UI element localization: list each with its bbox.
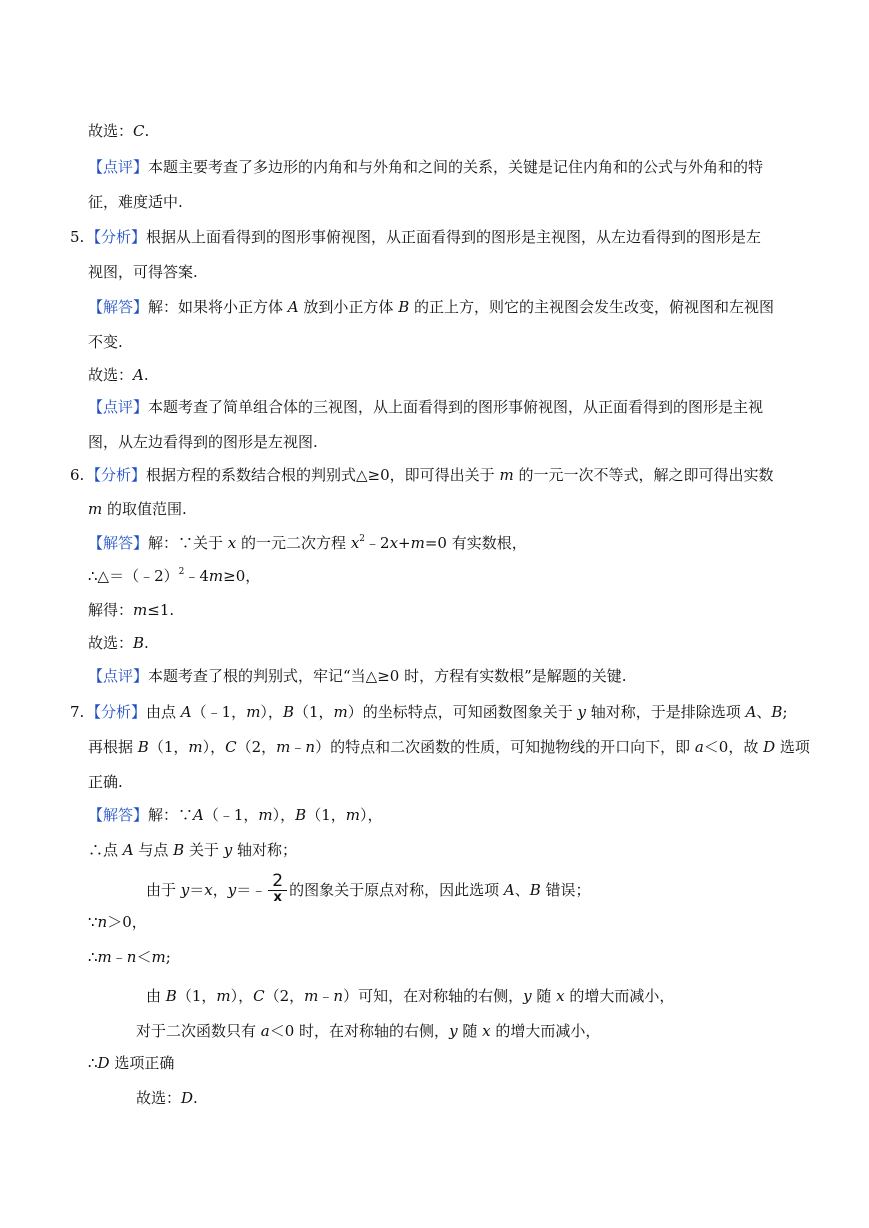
math-variable: D [763, 738, 776, 756]
math-variable: m [88, 500, 103, 518]
text-line [88, 912, 147, 932]
text-line [88, 499, 187, 519]
question-number: 6. [70, 466, 85, 484]
text-run: 的一元二次方程 [236, 534, 351, 552]
math-variable: C [225, 738, 237, 756]
math-variable: x [350, 534, 360, 552]
section-tag: 【点评】 [88, 667, 149, 685]
text-line [70, 227, 761, 247]
text-line [88, 397, 763, 417]
text-run: 解：∵关于 [148, 534, 228, 552]
math-variable: D [97, 1054, 110, 1072]
math-variable: y [577, 703, 587, 721]
math-variable: y [449, 1022, 458, 1040]
text-line [136, 1088, 198, 1108]
text-run: ）， [260, 703, 283, 721]
text-run: 本题考查了简单组合体的三视图，从上面看得到的图形事俯视图，从正面看得到的图形是主视 [148, 398, 764, 416]
text-run: （1， [293, 703, 334, 721]
text-run: 由于 [146, 881, 181, 899]
text-run: 故选： [136, 1089, 182, 1107]
text-line [88, 666, 627, 686]
text-line [70, 465, 773, 485]
math-variable: m [97, 948, 112, 966]
text-run: 的增大而减小， [490, 1022, 601, 1040]
text-run: 由点 [146, 703, 181, 721]
text-run: （1， [176, 987, 217, 1005]
text-run: 不变. [88, 333, 123, 351]
text-run: （﹣1， [191, 703, 247, 721]
math-variable: C [133, 122, 145, 140]
text-run: ， [212, 881, 228, 899]
text-run: ﹣ [318, 987, 334, 1005]
text-run: ＜0，故 [703, 738, 764, 756]
math-variable: m [410, 534, 425, 552]
math-variable: x [204, 881, 213, 899]
text-line [88, 840, 297, 860]
math-variable: m [258, 806, 273, 824]
math-variable: B [173, 841, 185, 859]
math-variable: m [151, 948, 166, 966]
math-variable: A [180, 703, 192, 721]
text-line [88, 772, 123, 792]
text-line [70, 702, 788, 722]
text-line [88, 805, 383, 825]
fraction-denominator: x [273, 890, 282, 905]
text-run: 的图象关于原点对称，因此选项 [289, 881, 504, 899]
math-variable: A [287, 298, 299, 316]
text-run: 再根据 [88, 738, 138, 756]
text-line [88, 566, 260, 586]
text-line [88, 121, 149, 141]
math-variable: n [333, 987, 344, 1005]
math-variable: C [253, 987, 265, 1005]
math-variable: y [523, 987, 532, 1005]
text-run: ）可知，在对称轴的右侧， [343, 987, 524, 1005]
text-run: 放到小正方体 [298, 298, 399, 316]
math-variable: m [333, 703, 348, 721]
text-run: 视图，可得答案. [88, 263, 198, 281]
text-run: 随 [531, 987, 557, 1005]
text-line [88, 297, 774, 317]
section-tag: 【点评】 [88, 398, 149, 416]
text-run: （﹣1， [203, 806, 259, 824]
question-number: 7. [70, 703, 85, 721]
text-line [88, 157, 763, 177]
math-variable: A [503, 881, 515, 899]
superscript: 2 [359, 534, 366, 544]
math-variable: B [398, 298, 410, 316]
text-line [88, 432, 318, 452]
text-run: ）的特点和二次函数的性质，可知抛物线的开口向下，即 [315, 738, 695, 756]
math-variable: B [529, 881, 541, 899]
text-run: （1， [306, 806, 346, 824]
math-variable: m [499, 466, 514, 484]
text-line [88, 533, 527, 553]
math-variable: x [556, 987, 565, 1005]
text-run: 选项正确 [109, 1054, 175, 1072]
text-run: . [144, 122, 150, 140]
text-run: 轴对称，于是排除选项 [586, 703, 746, 721]
math-variable: D [181, 1089, 194, 1107]
text-run: ＞0， [107, 913, 147, 931]
math-variable: a [694, 738, 704, 756]
math-variable: y [223, 841, 233, 859]
text-run: ＜0 时，在对称轴的右侧， [269, 1022, 450, 1040]
math-variable: m [304, 987, 319, 1005]
math-variable: y [227, 881, 237, 899]
text-line [88, 192, 183, 212]
text-run: ）， [202, 738, 226, 756]
math-variable: m [216, 987, 231, 1005]
math-variable: A [122, 841, 134, 859]
text-run: 故选： [88, 122, 134, 140]
fraction-numerator: 2 [268, 873, 287, 891]
text-run: 故选： [88, 634, 134, 652]
text-line [88, 633, 149, 653]
text-run: 的增大而减小， [564, 987, 675, 1005]
text-run: 随 [457, 1022, 483, 1040]
text-run: 正确. [88, 773, 123, 791]
text-run: ﹣2 [365, 534, 390, 552]
math-variable: x [482, 1022, 491, 1040]
text-run: ∴点 [88, 841, 123, 859]
text-run: ＜ [136, 948, 152, 966]
math-variable: y [180, 881, 190, 899]
math-variable: n [126, 948, 137, 966]
math-variable: B [771, 703, 783, 721]
math-variable: B [133, 634, 145, 652]
text-run: ）， [359, 806, 383, 824]
text-run: 本题考查了根的判别式，牢记“当△≥0 时，方程有实数根”是解题的关键. [148, 667, 627, 685]
superscript: 2 [178, 567, 185, 577]
text-run: 的取值范围. [102, 500, 187, 518]
math-variable: n [97, 913, 108, 931]
text-run: 与点 [133, 841, 174, 859]
text-run: ﹣ [111, 948, 127, 966]
text-run: 解得： [88, 601, 134, 619]
text-line [88, 947, 171, 967]
text-run: 征，难度适中. [88, 193, 183, 211]
text-run: 根据从上面看得到的图形事俯视图，从正面看得到的图形是主视图，从左边看得到的图形是左 [146, 228, 762, 246]
text-run: 、 [756, 703, 772, 721]
text-run: ）， [272, 806, 296, 824]
math-variable: a [260, 1022, 270, 1040]
math-variable: B [165, 987, 177, 1005]
math-variable: m [345, 806, 360, 824]
text-run: 选项 [775, 738, 810, 756]
text-line [88, 737, 810, 757]
text-run: ﹣ [290, 738, 306, 756]
text-run: ∴△＝（﹣2） [88, 567, 179, 585]
text-run: 根据方程的系数结合根的判别式△≥0，即可得出关于 [146, 466, 500, 484]
math-variable: A [745, 703, 757, 721]
text-run: 解：如果将小正方体 [148, 298, 288, 316]
text-run: 对于二次函数只有 [136, 1022, 261, 1040]
text-run: ＝﹣ [236, 881, 267, 899]
text-run: ）的坐标特点，可知函数图象关于 [347, 703, 578, 721]
text-line [88, 365, 149, 385]
section-tag: 【点评】 [88, 158, 149, 176]
text-run: 关于 [184, 841, 224, 859]
text-run: ∴ [88, 948, 98, 966]
text-line [136, 1021, 600, 1041]
section-tag: 【分析】 [86, 703, 147, 721]
math-variable: B [295, 806, 307, 824]
math-variable: B [137, 738, 149, 756]
text-run: 由 [146, 987, 166, 1005]
math-variable: m [246, 703, 261, 721]
math-variable: m [133, 601, 148, 619]
text-line [88, 1053, 174, 1073]
math-variable: x [389, 534, 399, 552]
text-run: （2， [264, 987, 305, 1005]
text-line [88, 332, 123, 352]
math-variable: A [133, 366, 144, 384]
fraction [268, 873, 287, 905]
text-line [88, 600, 174, 620]
math-variable: n [305, 738, 316, 756]
text-run: 的正上方，则它的主视图会发生改变，俯视图和左视图 [409, 298, 774, 316]
text-run: ≤1. [147, 601, 175, 619]
text-run: 解：∵ [148, 806, 194, 824]
math-variable: m [208, 567, 224, 585]
section-tag: 【解答】 [88, 806, 149, 824]
math-variable: A [193, 806, 204, 824]
text-run: ≥0， [223, 567, 261, 585]
math-variable: m [276, 738, 291, 756]
text-run: ∵ [88, 913, 98, 931]
text-run: ; [782, 703, 788, 721]
text-run: . [193, 1089, 198, 1107]
text-run: . [143, 366, 149, 384]
text-run: + [398, 534, 411, 552]
text-run: ∴ [88, 1054, 98, 1072]
text-run: =0 有实数根， [424, 534, 527, 552]
text-run: （1， [148, 738, 189, 756]
text-run: 、 [514, 881, 530, 899]
question-number: 5. [70, 228, 85, 246]
math-variable: B [282, 703, 294, 721]
section-tag: 【解答】 [88, 298, 149, 316]
text-line [146, 871, 591, 907]
math-variable: m [188, 738, 203, 756]
text-run: 故选： [88, 366, 134, 384]
text-run: . [144, 634, 149, 652]
section-tag: 【分析】 [86, 466, 147, 484]
text-run: ; [165, 948, 171, 966]
text-line [146, 986, 674, 1006]
text-run: ＝ [189, 881, 205, 899]
section-tag: 【解答】 [88, 534, 149, 552]
text-run: ）， [230, 987, 254, 1005]
text-run: （2， [236, 738, 277, 756]
text-run: ﹣4 [184, 567, 209, 585]
text-line [88, 262, 198, 282]
text-run: 轴对称； [232, 841, 298, 859]
section-tag: 【分析】 [86, 228, 147, 246]
text-run: 错误； [540, 881, 591, 899]
math-variable: x [227, 534, 237, 552]
text-run: 图，从左边看得到的图形是左视图. [88, 433, 318, 451]
text-run: 本题主要考查了多边形的内角和与外角和之间的关系，关键是记住内角和的公式与外角和的特 [148, 158, 764, 176]
text-run: 的一元一次不等式，解之即可得出实数 [513, 466, 774, 484]
